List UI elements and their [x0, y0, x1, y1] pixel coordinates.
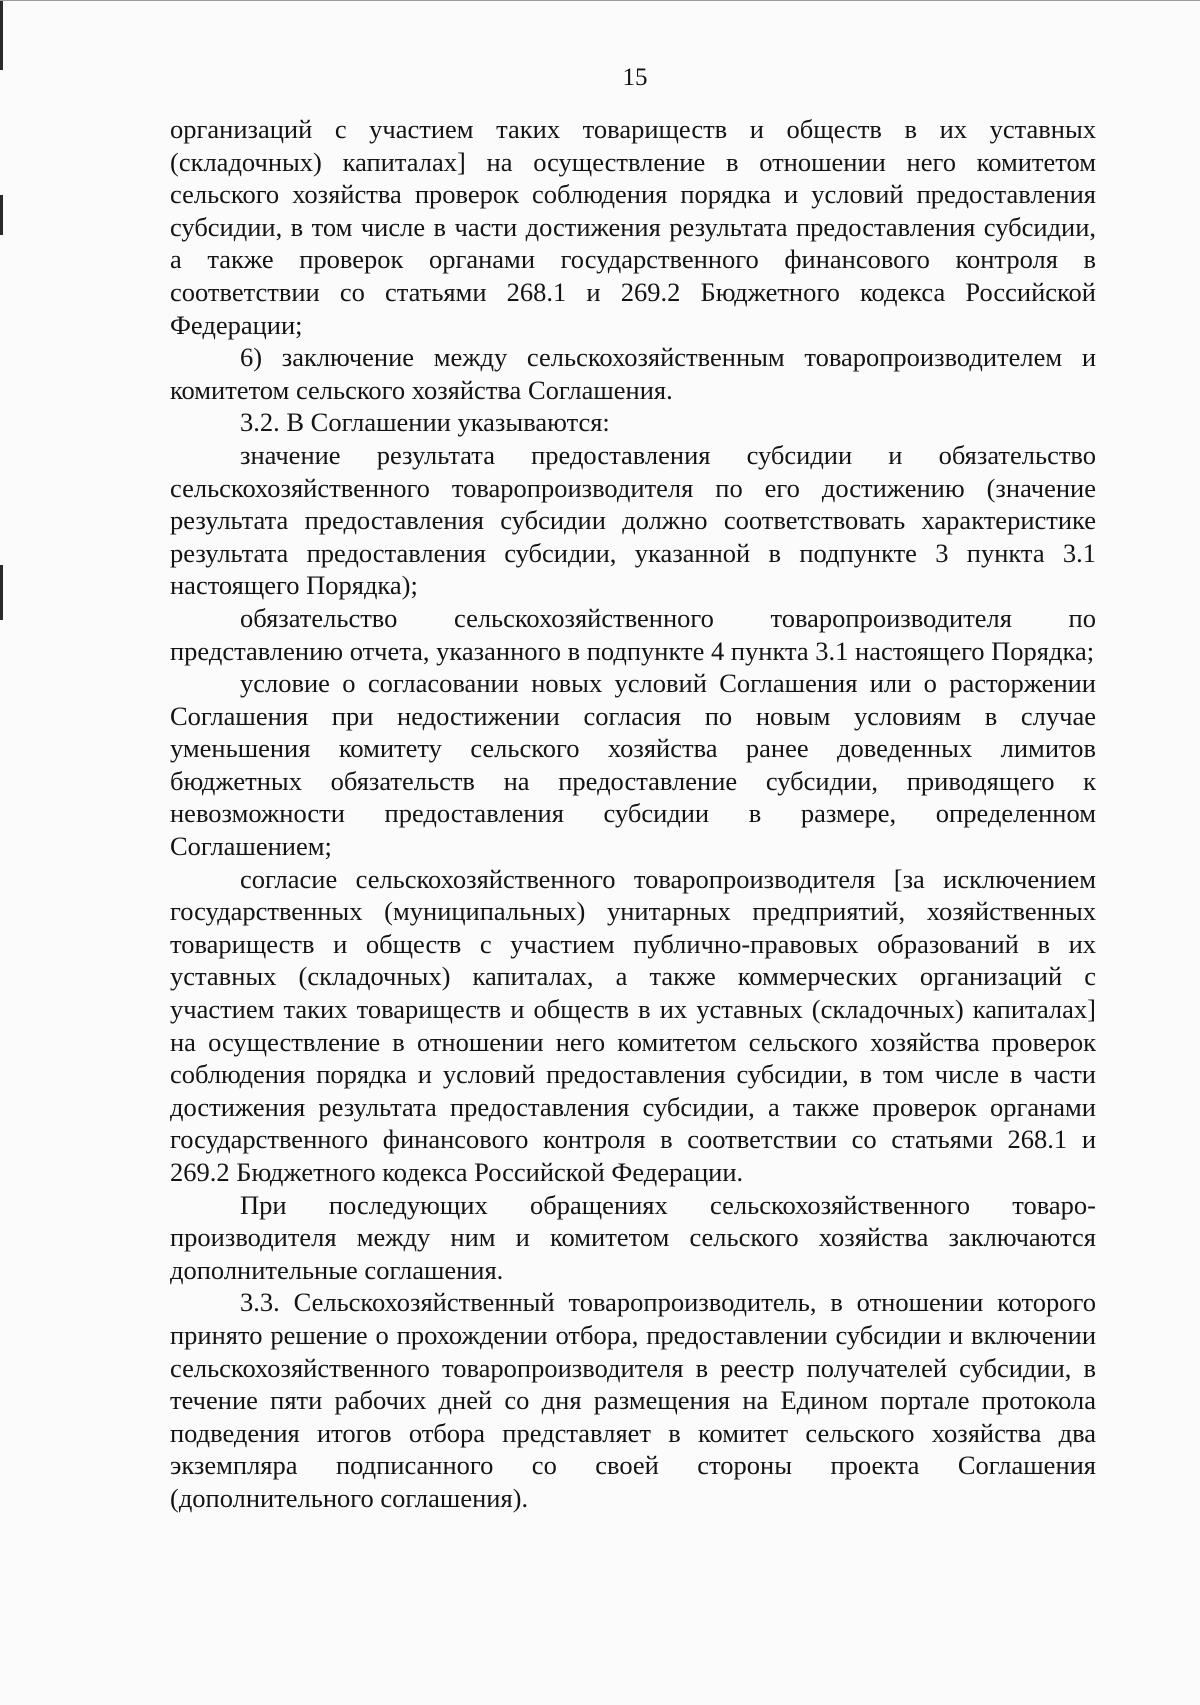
scan-edge-mark: [0, 565, 3, 620]
paragraph-report-obligation: обязательство сельскохозяйственного товаропроизводителя по представлению отчета, указанного в подпункте 4 пункта 3.1 настоящего Порядка;: [170, 602, 1096, 666]
paragraph-section-3-2: 3.2. В Соглашении указываются:: [240, 407, 610, 438]
paragraph-new-conditions: условие о согласовании новых условий Соглашения или о расторжении Соглашения при недостижении согласия по новым условиям в случае уменьшения комитету сельского хозяйства ранее доведенных лимитов бюджетных обязательств на предоставление субсидии, приводящего к невозможности предоставления субсидии в размере, определенном Соглашением;: [170, 668, 1096, 862]
paragraph-section-3-3: 3.3. Сельскохозяйственный товаропроизводитель, в отношении которого принято решение о прохождении отбора, предоставлении субсидии и включении сельскохозяйственного товаропроизводителя в реестр получателей субсидии, в течение пяти рабочих дней со дня размещения на Едином портале протокола подведения итогов отбора представляет в комитет сельского хозяйства два экземпляра подписанного со своей стороны проекта Соглашения (дополнительного соглашения).: [170, 1287, 1096, 1513]
document-body: [170, 113, 1096, 1515]
paragraph-item-6: 6) заключение между сельскохозяйственным товаропроизводителем и комитетом сельского хозяйства Соглашения.: [170, 342, 1096, 405]
scan-edge-mark: [0, 0, 3, 70]
paragraph-continuation: организаций с участием таких товариществ и обществ в их уставных (складочных) капиталах] на осуществление в отношении него комитетом сельского хозяйства проверок соблюдения порядка и условий предоставления субсидии, в том числе в части достижения результата предоставления субсидии, а также проверок органами государственного финансового контроля в соответствии со статьями 268.1 и 269.2 Бюджетного кодекса Российской Федерации;: [170, 114, 1096, 340]
paragraph-result-value: значение результата предоставления субсидии и обязательство сельскохозяйственного товаропроизводителя по его достижению (значение результата предоставления субсидии должно соответствовать характеристике результата предоставления субсидии, указанной в подпункте 3 пункта 3.1 настоящего Порядка);: [170, 439, 1096, 601]
paragraph-additional-agreements: При последующих обращениях сельскохозяйственного товаро-производителя между ним и комитетом сельского хозяйства заключаются дополнительные соглашения.: [170, 1189, 1096, 1285]
page-number: 15: [622, 64, 648, 91]
scan-edge-mark: [0, 195, 3, 235]
scan-top-line: [0, 0, 1200, 1]
paragraph-consent: согласие сельскохозяйственного товаропроизводителя [за исключением государственных (муниципальных) унитарных предприятий, хозяйственных товариществ и обществ с участием публично-правовых образований в их уставных (складочных) капиталах, а также коммерческих организаций с участием таких товариществ и обществ в их уставных (складочных) капиталах] на осуществление в отношении него комитетом сельского хозяйства проверок соблюдения порядка и условий предоставления субсидии, в том числе в части достижения результата предоставления субсидии, а также проверок органами государственного финансового контроля в соответствии со статьями 268.1 и 269.2 Бюджетного кодекса Российской Федерации.: [170, 863, 1096, 1187]
